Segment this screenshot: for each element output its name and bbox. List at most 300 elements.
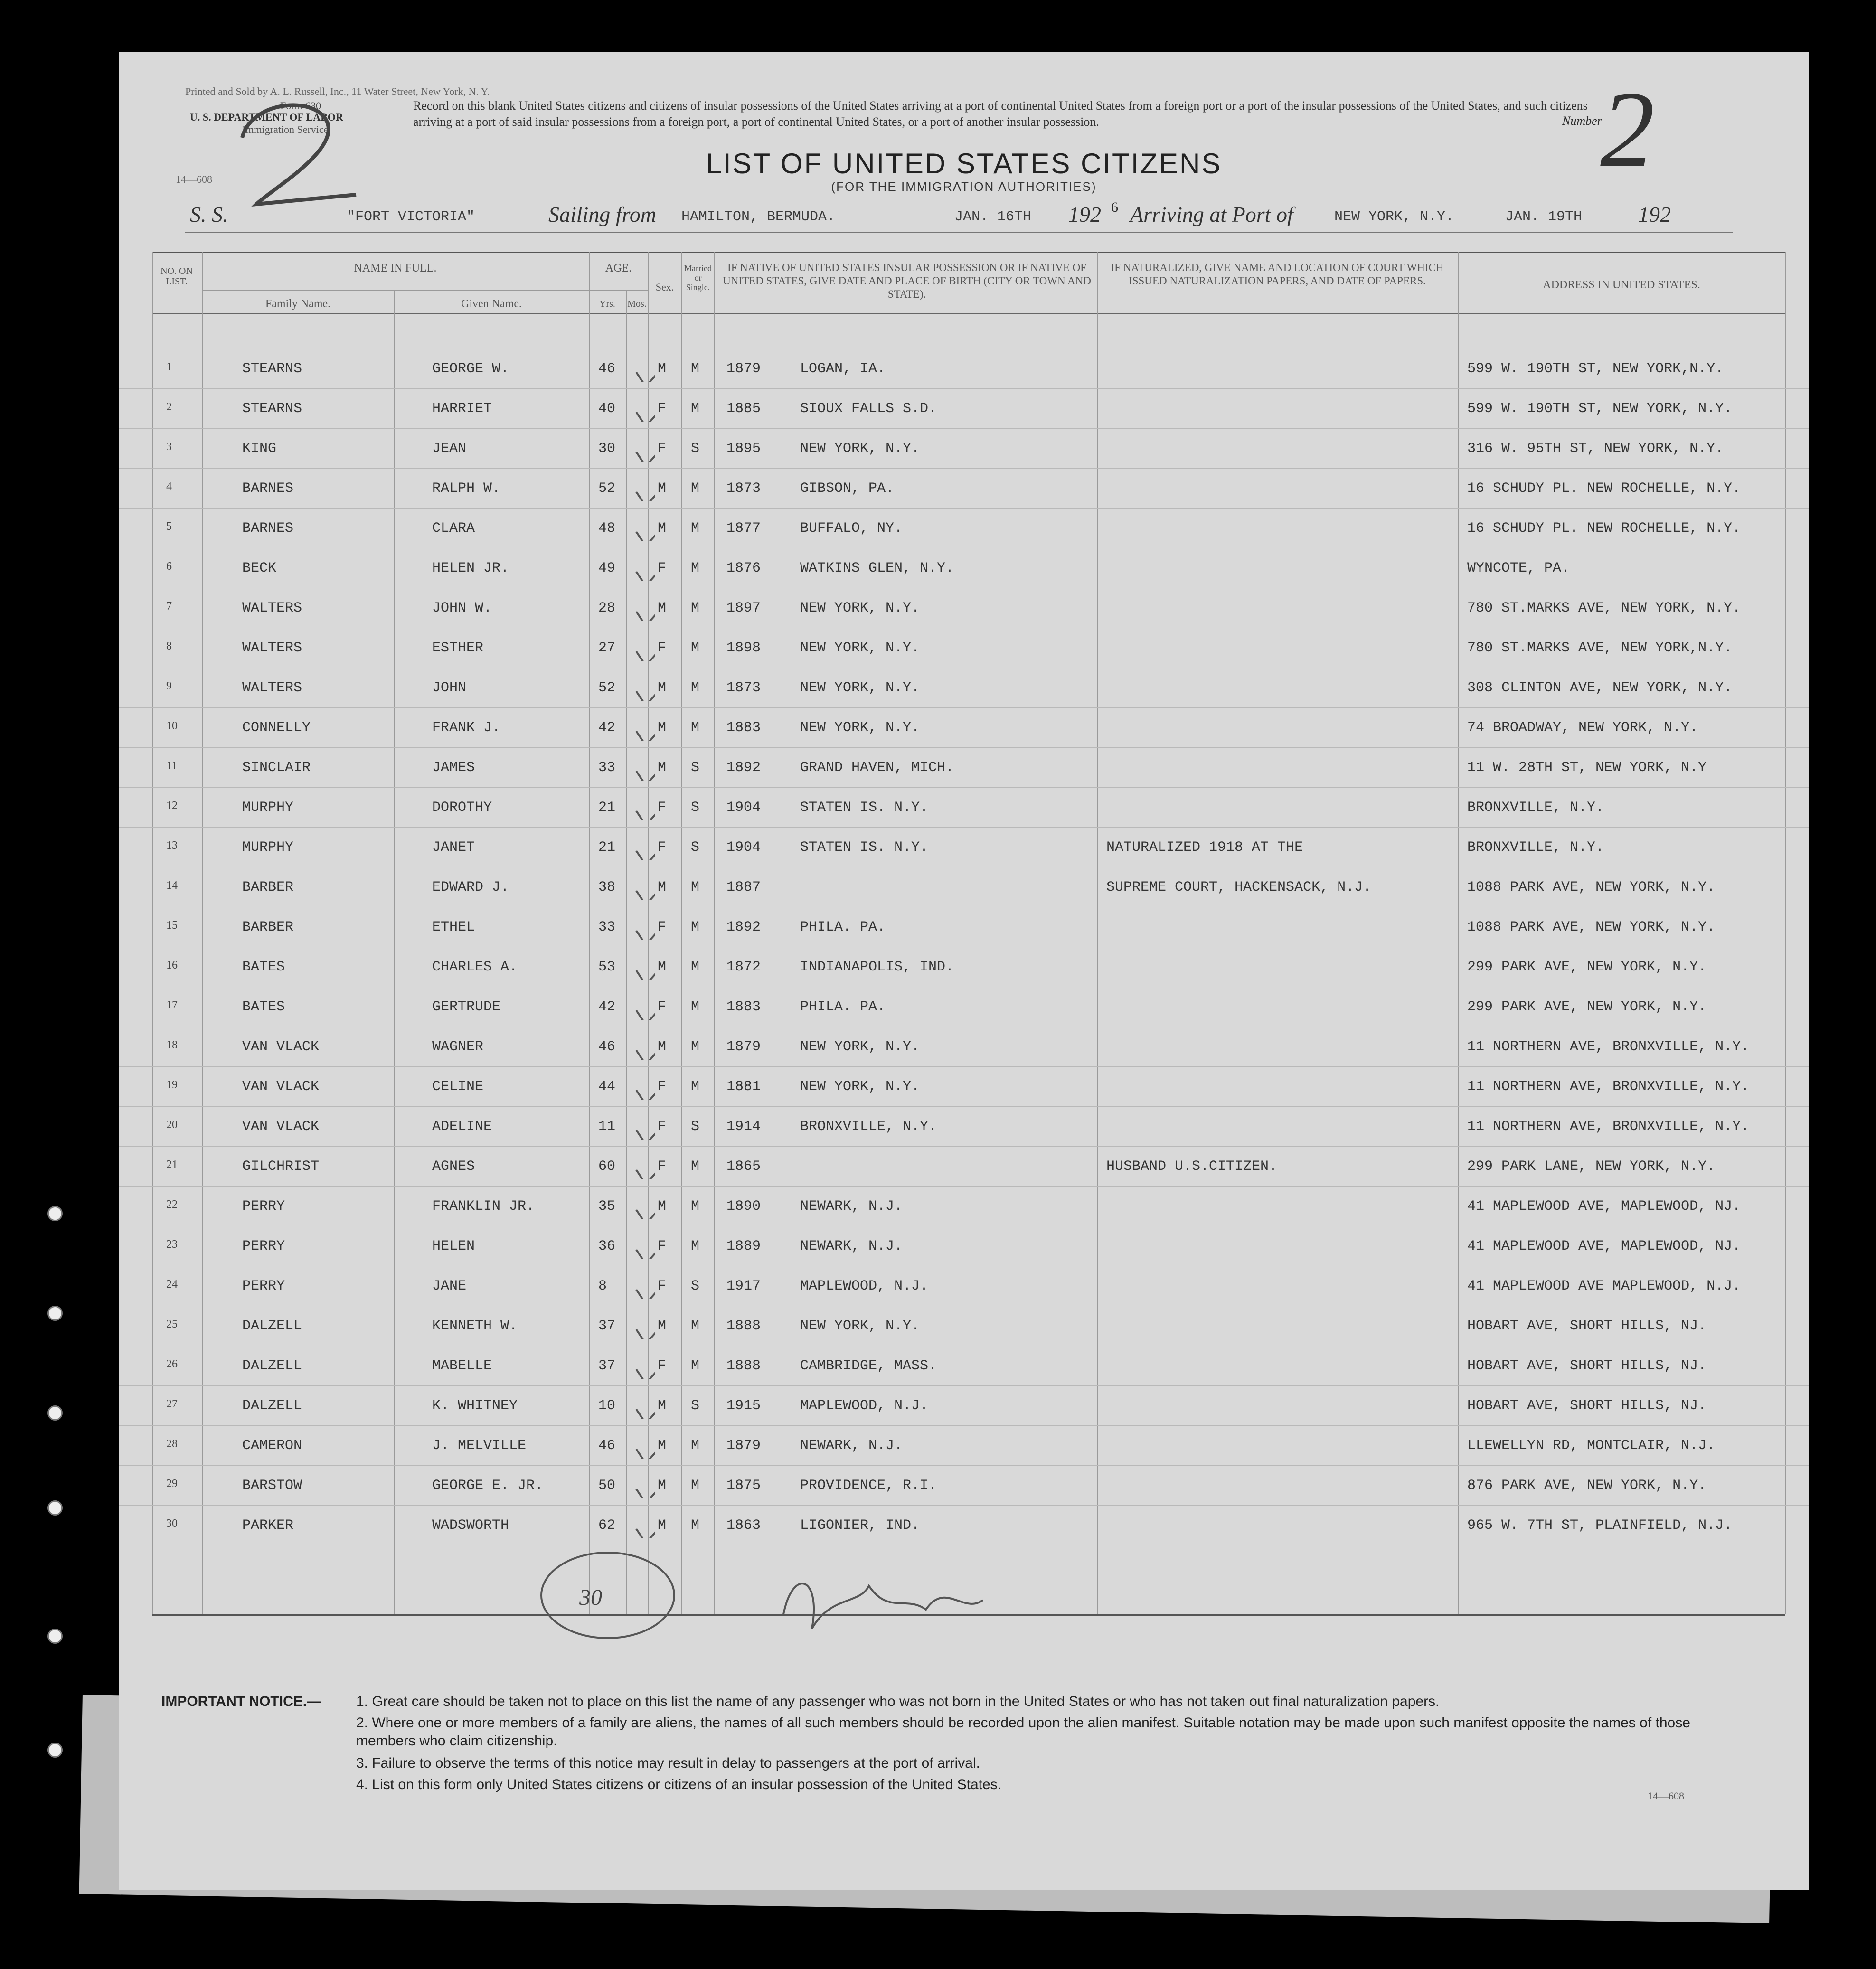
check-mark [632, 902, 655, 940]
cell-no: 13 [166, 839, 178, 852]
check-mark [632, 703, 655, 741]
cell-place: GIBSON, PA. [800, 480, 895, 497]
cell-given: KENNETH W. [432, 1318, 518, 1334]
cell-age: 27 [598, 640, 616, 656]
cell-year: 1873 [726, 480, 761, 497]
cell-year: 1898 [726, 640, 761, 656]
voyage-underline [185, 232, 1733, 233]
cell-sex: M [658, 959, 667, 975]
check-mark [632, 384, 655, 422]
header-family-name: Family Name. [265, 298, 331, 310]
cell-age: 52 [598, 480, 616, 497]
cell-age: 35 [598, 1198, 616, 1215]
cell-year: 1904 [726, 839, 761, 856]
cell-addr: 299 PARK AVE, NEW YORK, N.Y. [1467, 959, 1707, 975]
header-married-single: Married or Single. [684, 264, 712, 292]
cell-no: 28 [166, 1438, 178, 1450]
cell-addr: 11 NORTHERN AVE, BRONXVILLE, N.Y. [1467, 1119, 1750, 1135]
cell-sex: M [658, 760, 667, 776]
cell-family: DALZELL [242, 1398, 302, 1414]
cell-given: ETHEL [432, 919, 475, 935]
passenger-rows [119, 349, 1809, 1583]
cell-place: NEW YORK, N.Y. [800, 640, 920, 656]
check-mark [632, 1062, 655, 1100]
check-mark [632, 344, 655, 382]
cell-year: 1890 [726, 1198, 761, 1215]
cell-no: 7 [166, 600, 172, 612]
department: U. S. DEPARTMENT OF LABOR [190, 111, 343, 123]
cell-addr: 780 ST.MARKS AVE, NEW YORK, N.Y. [1467, 600, 1741, 616]
table-row [119, 508, 1809, 548]
cell-ms: M [691, 520, 700, 537]
arrival-port: NEW YORK, N.Y. [1334, 209, 1454, 225]
cell-year: 1879 [726, 361, 761, 377]
cell-family: DALZELL [242, 1318, 302, 1334]
cell-nat: HUSBAND U.S.CITIZEN. [1106, 1159, 1278, 1175]
cell-addr: 876 PARK AVE, NEW YORK, N.Y. [1467, 1478, 1707, 1494]
table-row [119, 1186, 1809, 1226]
cell-place: MAPLEWOOD, N.J. [800, 1398, 929, 1414]
cell-nat: NATURALIZED 1918 AT THE [1106, 839, 1303, 856]
table-top-border [152, 252, 1785, 253]
cell-age: 21 [598, 800, 616, 816]
cell-family: SINCLAIR [242, 760, 311, 776]
cell-ms: M [691, 640, 700, 656]
cell-age: 46 [598, 1039, 616, 1055]
cell-year: 1915 [726, 1398, 761, 1414]
depart-year-prefix: 192 [1068, 202, 1101, 226]
check-mark [632, 1301, 655, 1339]
cell-sex: F [658, 640, 667, 656]
cell-addr: 11 W. 28TH ST, NEW YORK, N.Y [1467, 760, 1707, 776]
cell-nat: SUPREME COURT, HACKENSACK, N.J. [1106, 879, 1372, 895]
cell-age: 10 [598, 1398, 616, 1414]
name-subheader-line [202, 290, 589, 291]
cell-place: CAMBRIDGE, MASS. [800, 1358, 937, 1374]
cell-given: MABELLE [432, 1358, 492, 1374]
binder-hole [47, 1629, 63, 1644]
table-row [119, 349, 1809, 389]
cell-given: DOROTHY [432, 800, 492, 816]
cell-sex: M [658, 1517, 667, 1534]
cell-age: 36 [598, 1238, 616, 1254]
cell-no: 2 [166, 401, 172, 413]
cell-sex: M [658, 680, 667, 696]
cell-age: 38 [598, 879, 616, 895]
cell-given: J. MELVILLE [432, 1438, 527, 1454]
cell-sex: F [658, 1079, 667, 1095]
cell-family: MURPHY [242, 839, 294, 856]
cell-year: 1865 [726, 1159, 761, 1175]
cell-age: 46 [598, 1438, 616, 1454]
cell-no: 20 [166, 1119, 178, 1131]
cell-given: RALPH W. [432, 480, 501, 497]
cell-year: 1883 [726, 999, 761, 1015]
cell-sex: F [658, 1159, 667, 1175]
cell-place: NEW YORK, N.Y. [800, 1079, 920, 1095]
form-code-bottom: 14—608 [1648, 1790, 1684, 1802]
table-row [119, 588, 1809, 628]
manifest-sheet [119, 52, 1809, 1890]
check-mark [632, 982, 655, 1020]
cell-no: 14 [166, 879, 178, 892]
cell-no: 19 [166, 1079, 178, 1091]
cell-place: BRONXVILLE, N.Y. [800, 1119, 937, 1135]
notice-item: 4. List on this form only United States citizens or citizens of an insular possession of the United States. [356, 1777, 1002, 1792]
cell-no: 18 [166, 1039, 178, 1051]
table-row [119, 628, 1809, 668]
cell-place: LOGAN, IA. [800, 361, 886, 377]
arrive-date: JAN. 19TH [1505, 209, 1583, 225]
cell-sex: F [658, 1358, 667, 1374]
cell-no: 5 [166, 520, 172, 533]
table-row [119, 747, 1809, 788]
cell-place: WATKINS GLEN, N.Y. [800, 560, 954, 576]
header-address: ADDRESS IN UNITED STATES. [1543, 279, 1700, 291]
cell-ms: M [691, 919, 700, 935]
cell-family: PERRY [242, 1238, 285, 1254]
cell-place: NEW YORK, N.Y. [800, 680, 920, 696]
binder-hole [47, 1743, 63, 1758]
cell-ms: M [691, 560, 700, 576]
table-row [119, 907, 1809, 947]
depart-date: JAN. 16TH [954, 209, 1032, 225]
cell-no: 10 [166, 720, 178, 732]
cell-year: 1888 [726, 1318, 761, 1334]
header-bottom-border [152, 313, 1785, 314]
notice-item: 3. Failure to observe the terms of this notice may result in delay to passengers at the port of arrival. [356, 1755, 980, 1771]
cell-sex: F [658, 839, 667, 856]
cell-ms: M [691, 401, 700, 417]
cell-given: WAGNER [432, 1039, 484, 1055]
cell-no: 1 [166, 361, 172, 373]
cell-age: 30 [598, 441, 616, 457]
cell-age: 48 [598, 520, 616, 537]
table-row [119, 1106, 1809, 1147]
cell-family: BARNES [242, 480, 294, 497]
cell-ms: M [691, 600, 700, 616]
document-subtitle: (FOR THE IMMIGRATION AUTHORITIES) [831, 179, 1097, 194]
cell-year: 1892 [726, 919, 761, 935]
cell-family: PARKER [242, 1517, 294, 1534]
cell-age: 60 [598, 1159, 616, 1175]
cell-family: BARNES [242, 520, 294, 537]
cell-age: 62 [598, 1517, 616, 1534]
cell-addr: 41 MAPLEWOOD AVE, MAPLEWOOD, NJ. [1467, 1198, 1741, 1215]
cell-family: PERRY [242, 1278, 285, 1294]
cell-given: CLARA [432, 520, 475, 537]
cell-ms: M [691, 1438, 700, 1454]
cell-year: 1879 [726, 1039, 761, 1055]
cell-sex: M [658, 1478, 667, 1494]
svg-text:30: 30 [579, 1585, 602, 1610]
cell-sex: M [658, 1318, 667, 1334]
cell-place: SIOUX FALLS S.D. [800, 401, 937, 417]
cell-age: 33 [598, 919, 616, 935]
cell-addr: 599 W. 190TH ST, NEW YORK, N.Y. [1467, 401, 1733, 417]
cell-ms: S [691, 441, 700, 457]
cell-given: JOHN W. [432, 600, 492, 616]
cell-given: JAMES [432, 760, 475, 776]
cell-sex: M [658, 1198, 667, 1215]
cell-ms: M [691, 1159, 700, 1175]
cell-no: 11 [166, 760, 178, 772]
cell-ms: M [691, 1079, 700, 1095]
cell-addr: HOBART AVE, SHORT HILLS, NJ. [1467, 1398, 1707, 1414]
cell-age: 28 [598, 600, 616, 616]
cell-ms: M [691, 480, 700, 497]
cell-place: NEW YORK, N.Y. [800, 600, 920, 616]
cell-ms: S [691, 1119, 700, 1135]
cell-age: 49 [598, 560, 616, 576]
cell-given: EDWARD J. [432, 879, 509, 895]
cell-ms: M [691, 720, 700, 736]
header-sex: Sex. [655, 281, 674, 293]
check-mark [632, 822, 655, 860]
form-code-left: 14—608 [176, 173, 212, 185]
header-given-name: Given Name. [461, 298, 522, 310]
cell-ms: S [691, 800, 700, 816]
cell-no: 23 [166, 1238, 178, 1251]
ship-name: "FORT VICTORIA" [347, 209, 475, 225]
number-value: 2 [1600, 69, 1655, 190]
cell-year: 1887 [726, 879, 761, 895]
cell-sex: F [658, 1119, 667, 1135]
cell-family: BATES [242, 959, 285, 975]
form-number: Form 630 [280, 100, 321, 112]
cell-family: CONNELLY [242, 720, 311, 736]
cell-ms: M [691, 879, 700, 895]
cell-ms: M [691, 959, 700, 975]
printer-line: Printed and Sold by A. L. Russell, Inc., 11 Water Street, New York, N. Y. [185, 85, 490, 97]
cell-place: NEW YORK, N.Y. [800, 441, 920, 457]
cell-no: 29 [166, 1478, 178, 1490]
table-row [119, 668, 1809, 708]
cell-addr: 599 W. 190TH ST, NEW YORK,N.Y. [1467, 361, 1724, 377]
header-no-on-list: NO. ON LIST. [160, 266, 193, 287]
cell-year: 1872 [726, 959, 761, 975]
cell-age: 37 [598, 1318, 616, 1334]
cell-given: JOHN [432, 680, 467, 696]
cell-given: WADSWORTH [432, 1517, 509, 1534]
cell-family: WALTERS [242, 680, 302, 696]
cell-no: 16 [166, 959, 178, 971]
cell-place: GRAND HAVEN, MICH. [800, 760, 954, 776]
cell-age: 44 [598, 1079, 616, 1095]
cell-place: NEWARK, N.J. [800, 1438, 903, 1454]
table-row [119, 1346, 1809, 1386]
check-mark [632, 1141, 655, 1179]
sailing-label: Sailing from [548, 202, 657, 226]
cell-addr: 780 ST.MARKS AVE, NEW YORK,N.Y. [1467, 640, 1733, 656]
cell-no: 25 [166, 1318, 178, 1330]
notice-label: IMPORTANT NOTICE.— [161, 1694, 321, 1709]
cell-ms: M [691, 1198, 700, 1215]
table-row [119, 1306, 1809, 1346]
cell-place: NEW YORK, N.Y. [800, 1318, 920, 1334]
cell-addr: BRONXVILLE, N.Y. [1467, 839, 1604, 856]
cell-ms: S [691, 1398, 700, 1414]
arriving-label: Arriving at Port of [1130, 202, 1293, 226]
check-mark [632, 1500, 655, 1538]
cell-sex: F [658, 560, 667, 576]
cell-sex: F [658, 919, 667, 935]
cell-age: 21 [598, 839, 616, 856]
cell-addr: 965 W. 7TH ST, PLAINFIELD, N.J. [1467, 1517, 1733, 1534]
cell-no: 17 [166, 999, 178, 1011]
cell-sex: M [658, 720, 667, 736]
cell-given: FRANK J. [432, 720, 501, 736]
check-mark [632, 782, 655, 820]
cell-family: CAMERON [242, 1438, 302, 1454]
table-row [119, 1226, 1809, 1266]
table-row [119, 707, 1809, 748]
cell-family: MURPHY [242, 800, 294, 816]
table-row [119, 388, 1809, 429]
cell-ms: M [691, 1039, 700, 1055]
cell-year: 1914 [726, 1119, 761, 1135]
cell-age: 37 [598, 1358, 616, 1374]
check-mark [632, 1022, 655, 1060]
check-mark [632, 663, 655, 701]
table-row [119, 987, 1809, 1027]
cell-ms: M [691, 999, 700, 1015]
notice-item: 2. Where one or more members of a family are aliens, the names of all such members should be recorded upon the alien manifest. Suitable notation may be made upon such manifest opposite the names of those members who claim citizenship. [356, 1715, 1690, 1749]
cell-family: BECK [242, 560, 277, 576]
number-label: Number [1562, 114, 1602, 128]
table-row [119, 428, 1809, 469]
cell-year: 1888 [726, 1358, 761, 1374]
cell-place: NEWARK, N.J. [800, 1198, 903, 1215]
cell-given: HELEN [432, 1238, 475, 1254]
cell-age: 46 [598, 361, 616, 377]
header-mos: Mos. [627, 299, 647, 309]
handwritten-signature-marks [537, 1538, 1201, 1671]
table-row [119, 1425, 1809, 1466]
cell-year: 1904 [726, 800, 761, 816]
cell-place: NEW YORK, N.Y. [800, 1039, 920, 1055]
cell-given: CHARLES A. [432, 959, 518, 975]
cell-place: LIGONIER, IND. [800, 1517, 920, 1534]
cell-no: 9 [166, 680, 172, 692]
cell-age: 53 [598, 959, 616, 975]
cell-no: 26 [166, 1358, 178, 1370]
cell-place: PHILA. PA. [800, 919, 886, 935]
check-mark [632, 463, 655, 501]
sailing-from: HAMILTON, BERMUDA. [681, 209, 836, 225]
document-title: LIST OF UNITED STATES CITIZENS [706, 148, 1222, 179]
cell-addr: 11 NORTHERN AVE, BRONXVILLE, N.Y. [1467, 1039, 1750, 1055]
cell-place: BUFFALO, NY. [800, 520, 903, 537]
cell-family: BARSTOW [242, 1478, 302, 1494]
cell-family: VAN VLACK [242, 1119, 320, 1135]
cell-age: 40 [598, 401, 616, 417]
cell-sex: M [658, 480, 667, 497]
cell-sex: M [658, 361, 667, 377]
cell-no: 30 [166, 1517, 178, 1530]
cell-given: CELINE [432, 1079, 484, 1095]
header-birth: IF NATIVE OF UNITED STATES INSULAR POSSESSION OR IF NATIVE OF UNITED STATES, GIVE DATE AND PLACE OF BIRTH (CITY OR TOWN AND STATE). [723, 262, 1091, 300]
cell-year: 1876 [726, 560, 761, 576]
table-row [119, 468, 1809, 509]
cell-ms: M [691, 1517, 700, 1534]
cell-given: ESTHER [432, 640, 484, 656]
table-row [119, 1066, 1809, 1107]
table-row [119, 867, 1809, 907]
cell-family: PERRY [242, 1198, 285, 1215]
check-mark [632, 503, 655, 541]
cell-year: 1895 [726, 441, 761, 457]
cell-age: 52 [598, 680, 616, 696]
cell-no: 6 [166, 560, 172, 573]
cell-addr: 299 PARK LANE, NEW YORK, N.Y. [1467, 1159, 1716, 1175]
cell-family: STEARNS [242, 361, 302, 377]
cell-family: WALTERS [242, 640, 302, 656]
cell-place: NEWARK, N.J. [800, 1238, 903, 1254]
check-mark [632, 543, 655, 581]
cell-addr: 11 NORTHERN AVE, BRONXVILLE, N.Y. [1467, 1079, 1750, 1095]
cell-family: BATES [242, 999, 285, 1015]
cell-sex: M [658, 1398, 667, 1414]
cell-family: DALZELL [242, 1358, 302, 1374]
cell-place: STATEN IS. N.Y. [800, 800, 929, 816]
check-mark [632, 1261, 655, 1299]
cell-place: PROVIDENCE, R.I. [800, 1478, 937, 1494]
cell-ms: M [691, 680, 700, 696]
cell-given: HARRIET [432, 401, 492, 417]
cell-place: STATEN IS. N.Y. [800, 839, 929, 856]
binder-hole [47, 1405, 63, 1421]
check-mark [632, 623, 655, 661]
cell-ms: M [691, 361, 700, 377]
table-row [119, 827, 1809, 867]
check-mark [632, 862, 655, 900]
header-naturalized: IF NATURALIZED, GIVE NAME AND LOCATION OF COURT WHICH ISSUED NATURALIZATION PAPERS, AND DATE OF PAPERS. [1111, 262, 1444, 287]
cell-age: 50 [598, 1478, 616, 1494]
cell-addr: 308 CLINTON AVE, NEW YORK, N.Y. [1467, 680, 1733, 696]
cell-family: GILCHRIST [242, 1159, 320, 1175]
cell-addr: 41 MAPLEWOOD AVE MAPLEWOOD, N.J. [1467, 1278, 1741, 1294]
cell-ms: S [691, 1278, 700, 1294]
cell-given: AGNES [432, 1159, 475, 1175]
cell-addr: 41 MAPLEWOOD AVE, MAPLEWOOD, NJ. [1467, 1238, 1741, 1254]
check-mark [632, 1421, 655, 1459]
cell-family: KING [242, 441, 277, 457]
cell-ms: S [691, 760, 700, 776]
cell-sex: M [658, 879, 667, 895]
cell-place: INDIANAPOLIS, IND. [800, 959, 954, 975]
check-mark [632, 1381, 655, 1419]
binder-hole [47, 1500, 63, 1516]
header-name-in-full: NAME IN FULL. [354, 262, 437, 274]
cell-year: 1883 [726, 720, 761, 736]
cell-addr: LLEWELLYN RD, MONTCLAIR, N.J. [1467, 1438, 1716, 1454]
cell-given: K. WHITNEY [432, 1398, 518, 1414]
cell-year: 1863 [726, 1517, 761, 1534]
cell-family: STEARNS [242, 401, 302, 417]
check-mark [632, 424, 655, 462]
cell-place: MAPLEWOOD, N.J. [800, 1278, 929, 1294]
cell-addr: 16 SCHUDY PL. NEW ROCHELLE, N.Y. [1467, 480, 1741, 497]
cell-sex: M [658, 1438, 667, 1454]
cell-addr: BRONXVILLE, N.Y. [1467, 800, 1604, 816]
table-row [119, 1027, 1809, 1067]
cell-sex: F [658, 401, 667, 417]
table-row [119, 1385, 1809, 1426]
cell-ms: M [691, 1358, 700, 1374]
cell-year: 1879 [726, 1438, 761, 1454]
cell-sex: F [658, 1278, 667, 1294]
